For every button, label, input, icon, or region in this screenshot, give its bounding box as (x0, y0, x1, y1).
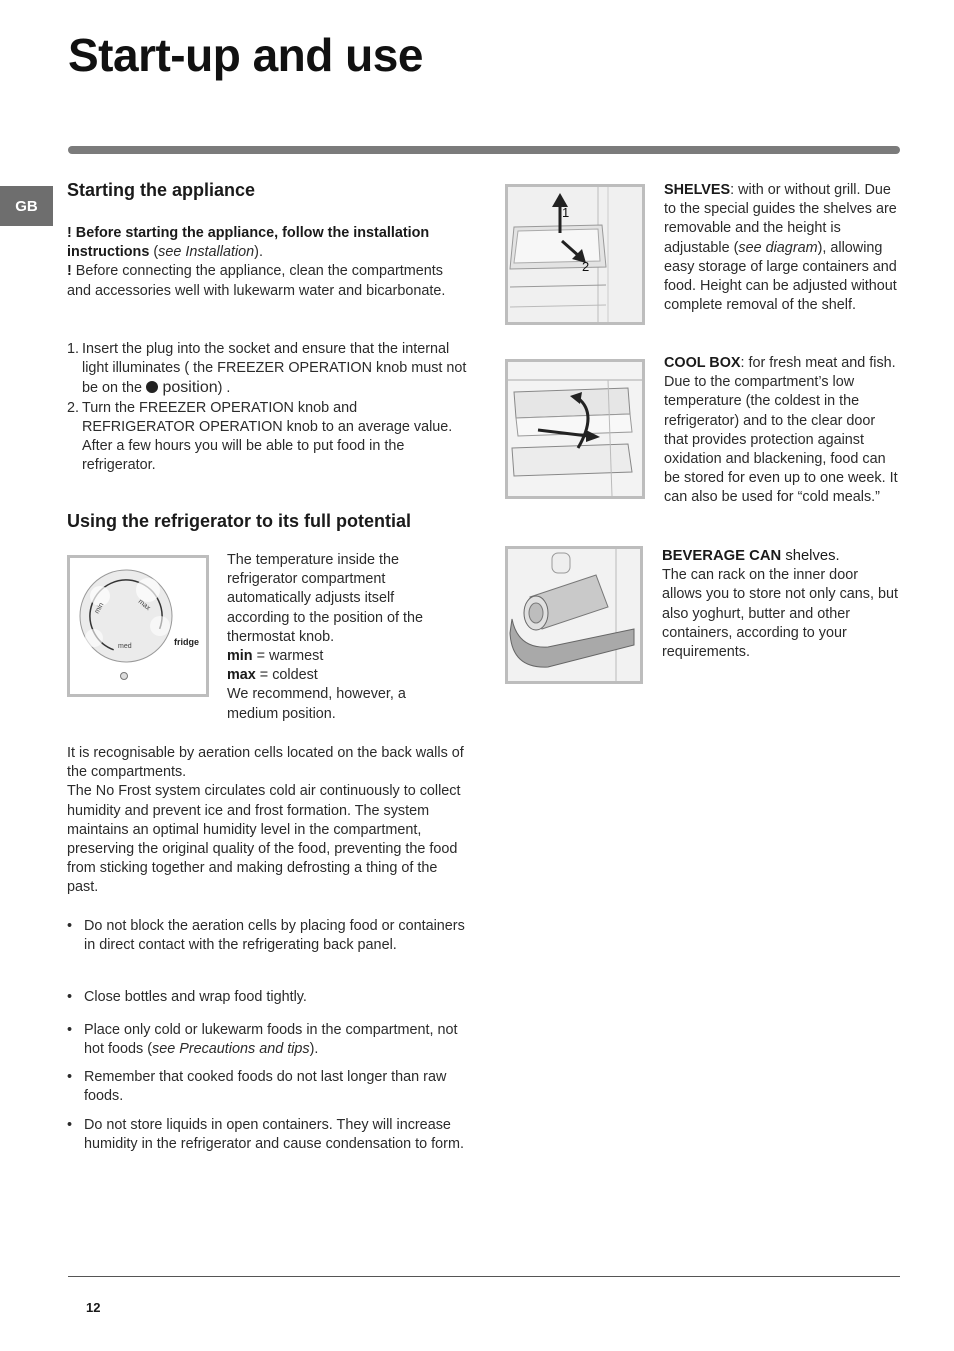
warning-mark: ! (67, 225, 72, 241)
tips-list-4 (67, 1068, 467, 1106)
diagram-ref: see diagram (738, 239, 818, 256)
bullet-text: Place only cold or lukewarm foods in the compartment, not hot foods ( (84, 1022, 458, 1058)
min-definition (227, 647, 452, 666)
cool-box-diagram-icon (508, 362, 642, 496)
thermostat-description (227, 551, 452, 724)
nofrost-text: The No Frost system circulates cold air continuously to collect humidity and prevent ice and frost formation. The system maintains an optimal humidity level in the compartment, preserving the original quality of the food, preventing the food from sticking together and making defrosting a thing of the past. (67, 783, 461, 896)
knob-med-label: med (118, 643, 132, 650)
beverage-can-suffix: shelves. (781, 548, 840, 564)
list-item: • Remember that cooked foods do not last longer than raw foods. (67, 1068, 467, 1106)
position-word: position (158, 379, 218, 397)
precautions-ref: see Precautions and tips (152, 1041, 310, 1058)
beverage-can-diagram-icon (508, 549, 640, 681)
step-number: 2. (67, 399, 80, 416)
page-number: 12 (86, 1300, 101, 1315)
list-item: • Do not store liquids in open containers. They will increase humidity in the refrigerator and cause condensation to form. (67, 1116, 467, 1154)
thermostat-text: The temperature inside the refrigerator compartment automatically adjusts itself according to the position of the thermostat knob. (227, 552, 424, 645)
step-number: 1. (67, 341, 80, 357)
knob-fridge-label: fridge (174, 637, 200, 647)
min-term: min (227, 648, 253, 665)
shelf-step-1: 1 (562, 205, 570, 220)
section-heading-using: Using the refrigerator to its full potential (67, 511, 412, 531)
step-text: Turn the FREEZER OPERATION knob and REFRIGERATOR OPERATION knob to an average value. After a few hours you will be able to put food in the refrigerator. (82, 399, 453, 474)
max-term: max (227, 667, 256, 684)
step-text: Insert the plug into the socket and ensure that the internal light illuminates ( the FREEZER OPERATION knob must not be on the (82, 341, 467, 397)
shelves-label: SHELVES (664, 182, 731, 198)
language-tab: GB (0, 186, 53, 226)
knob-min-label: min (93, 601, 106, 615)
thermostat-knob-icon (70, 558, 206, 694)
knob-max-label: max (136, 598, 152, 613)
cool-box-description (664, 354, 900, 508)
bottom-divider (68, 1276, 900, 1277)
step-item (67, 399, 467, 476)
shelves-text-end: ), allowing easy storage of large containers and food. Height can be adjusted without complete removal of the shelf. (664, 239, 897, 314)
section-heading-starting: Starting the appliance (67, 180, 256, 200)
recommendation-text: We recommend, however, a medium position. (227, 686, 406, 722)
list-item: • Do not block the aeration cells by placing food or containers in direct contact with the refrigerating back panel. (67, 917, 467, 955)
step-end: ) . (217, 380, 231, 397)
list-item: • Close bottles and wrap food tightly. (67, 988, 467, 1007)
list-item (67, 1021, 467, 1059)
starting-steps (67, 340, 467, 475)
top-divider (68, 146, 900, 154)
beverage-can-label: BEVERAGE CAN (662, 548, 782, 564)
step-item (67, 340, 467, 399)
shelves-figure (505, 184, 645, 325)
tips-list-2 (67, 988, 467, 1007)
installation-ref: see Installation (158, 244, 255, 261)
shelf-step-2: 2 (582, 259, 590, 274)
paren-open: ( (149, 244, 159, 261)
warning-cleaning-text: Before connecting the appliance, clean the compartments and accessories well with lukewarm water and bicarbonate. (67, 263, 446, 299)
max-definition (227, 666, 452, 685)
nofrost-description (67, 744, 467, 898)
warning-mark: ! (67, 263, 72, 280)
warning-cleaning (67, 262, 467, 300)
warning-bold-text: Before starting the appliance, follow the installation instructions (67, 225, 430, 261)
tips-list-5 (67, 1116, 467, 1154)
warning-installation (67, 224, 467, 262)
thermostat-knob-figure (67, 555, 209, 697)
shelves-text: : with or without grill. Due to the special guides the shelves are removable and the height is adjustable ( (664, 182, 897, 256)
page-title: Start-up and use (68, 29, 423, 81)
beverage-can-description (662, 547, 900, 662)
beverage-can-text: The can rack on the inner door allows you to store not only cans, but also yoghurt, butter and other containers, according to your requirements. (662, 567, 898, 661)
shelves-description (664, 181, 900, 315)
starting-warnings (67, 224, 467, 301)
cool-box-figure (505, 359, 645, 499)
bullet-text-end: ). (309, 1041, 319, 1058)
cool-box-text: : for fresh meat and fish. Due to the compartment’s low temperature (the coldest in the refrigerator) and to the clear door that provides protection against oxidation and blackening, food can be stored for even up to one week. It can also be used for “cold meals.” (664, 355, 898, 506)
aeration-text: It is recognisable by aeration cells located on the back walls of the compartments. (67, 745, 464, 781)
cool-box-label: COOL BOX (664, 355, 741, 371)
min-def: = warmest (252, 648, 324, 665)
beverage-can-figure (505, 546, 643, 684)
shelf-diagram-icon (508, 187, 642, 322)
tips-list-3 (67, 1021, 467, 1059)
filled-circle-icon (146, 381, 158, 393)
max-def: = coldest (255, 667, 318, 684)
tips-list (67, 917, 467, 955)
paren-close: ). (254, 244, 263, 261)
